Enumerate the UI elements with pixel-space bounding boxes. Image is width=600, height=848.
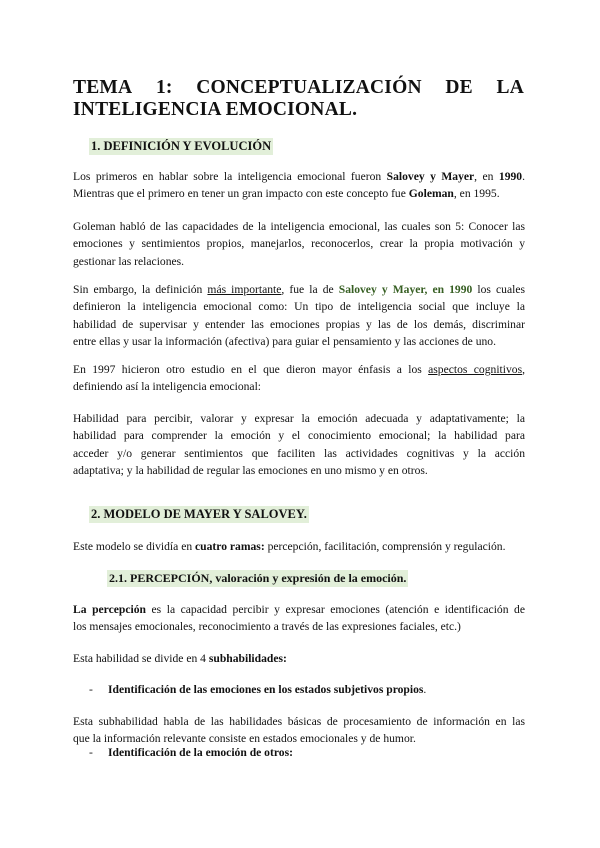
list-item: - Identificación de la emoción de otros: [89,746,293,759]
section-1-heading: 1. DEFINICIÓN Y EVOLUCIÓN [91,139,272,153]
section-1-paragraph-3: Sin embargo, la definición más importante, fue la de Salovey y Mayer, en 1990 los cuales definieron la inteligencia emocional como: Un tipo de inteligencia social que incluye la habilidad de supervisar y entender las emociones propias y las de los demás, discriminar entre ellas y usar la información (afectiva) para guiar el pensamiento y las acciones de uno. [73,283,525,348]
document-title-line-2: INTELIGENCIA EMOCIONAL. [73,99,358,120]
subsection-2-1-heading: 2.1. PERCEPCIÓN, valoración y expresión de la emoción. [109,571,407,585]
title-word: TEMA [73,77,133,98]
subsection-2-1-paragraph-3: Esta subhabilidad habla de las habilidades básicas de procesamiento de información en las que la información relevante consiste en estados emocionales y de humor. [73,715,525,746]
section-1-paragraph-1: Los primeros en hablar sobre la inteligencia emocional fueron Salovey y Mayer, en 1990. Mientras que el primero en tener un gran impacto con este concepto fue Goleman, en 1995. [73,170,525,201]
section-2-heading: 2. MODELO DE MAYER Y SALOVEY. [91,507,307,521]
section-1-paragraph-2: Goleman habló de las capacidades de la inteligencia emocional, las cuales son 5: Conocer las emociones y sentimientos propios, manejarlos, reconocerlos, crear la propia motivación y gestionar las relaciones. [73,220,525,268]
title-word: CONCEPTUALIZACIÓN [196,77,422,98]
section-2-paragraph-1: Este modelo se dividía en cuatro ramas: percepción, facilitación, comprensión y regulación. [73,540,506,553]
list-item: - Identificación de las emociones en los estados subjetivos propios. [89,683,427,696]
document-title-line-1 [73,77,524,99]
section-1-paragraph-5: Habilidad para percibir, valorar y expresar la emoción adecuada y adaptativamente; la habilidad para comprender la emoción y el conocimiento emocional; la habilidad para acceder y/o generar sentimientos que faciliten las actividades cognitivas y la acción adaptativa; y la habilidad de regular las emociones en uno mismo y en otros. [73,412,525,477]
title-word: LA [496,77,524,98]
title-word: DE [445,77,473,98]
subsection-2-1-paragraph-2: Esta habilidad se divide en 4 subhabilidades: [73,652,287,665]
subsection-2-1-paragraph-1: La percepción es la capacidad percibir y expresar emociones (atención e identificación de los mensajes emocionales, reconocimiento a través de las expresiones faciales, etc.) [73,603,525,634]
title-word: 1: [155,77,173,98]
section-1-paragraph-4: En 1997 hicieron otro estudio en el que dieron mayor énfasis a los aspectos cognitivos, definiendo así la inteligencia emocional: [73,363,525,394]
